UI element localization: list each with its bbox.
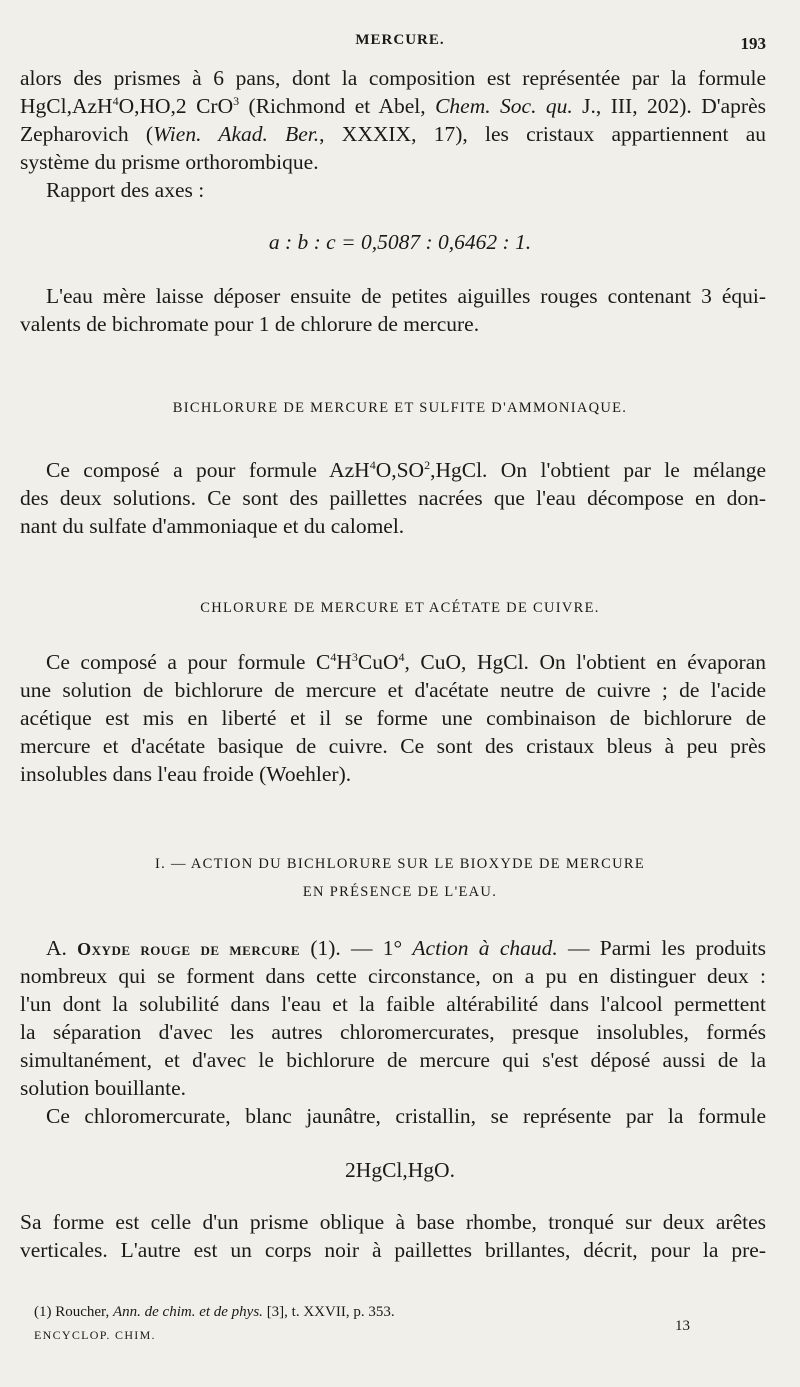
text-line: système du prisme orthorombique. bbox=[20, 150, 319, 174]
signature-mark: ENCYCLOP. CHIM. bbox=[34, 1328, 156, 1342]
text-line: une solution de bichlorure de mercure et d'acétate neutre de cuivre ; de l'acide bbox=[20, 678, 766, 702]
section-heading-2: EN PRÉSENCE DE L'EAU. bbox=[302, 884, 498, 900]
running-head: MERCURE. bbox=[355, 32, 445, 48]
axes-label: Rapport des axes : bbox=[46, 178, 205, 202]
text-line: valents de bichromate pour 1 de chlorure de mercure. bbox=[20, 312, 480, 336]
text-line: A. Oxyde rouge de mercure (1). — 1° Action à chaud. — Parmi les produits bbox=[46, 936, 767, 960]
text-line: Ce chloromercurate, blanc jaunâtre, cristallin, se représente par la formule bbox=[46, 1104, 766, 1128]
page-number: 193 bbox=[740, 34, 766, 53]
text-line: HgCl,AzH$^4$O,HO,2 CrO$^3$ (Richmond et Abel, Chem. Soc. qu. J., III, 202). D'après bbox=[20, 94, 766, 118]
text-line: l'un dont la solubilité dans l'eau et la faible altérabilité dans l'alcool permettent bbox=[20, 992, 766, 1016]
section-heading: I. — ACTION DU BICHLORURE SUR LE BIOXYDE DE MERCURE bbox=[154, 856, 646, 872]
axes-formula: a : b : c = 0,5087 : 0,6462 : 1. bbox=[268, 230, 532, 254]
sheet-number: 13 bbox=[675, 1318, 690, 1334]
text-line: L'eau mère laisse déposer ensuite de petites aiguilles rouges contenant 3 équi- bbox=[46, 284, 766, 308]
section-heading: BICHLORURE DE MERCURE ET SULFITE D'AMMONIAQUE. bbox=[172, 400, 628, 416]
text-line: simultanément, et d'avec le bichlorure de mercure qui s'est déposé aussi de la bbox=[20, 1048, 766, 1072]
text-line: des deux solutions. Ce sont des paillettes nacrées que l'eau décompose en don- bbox=[20, 486, 766, 510]
text-line: Ce composé a pour formule $C^4H^3CuO^4$, CuO, HgCl. On l'obtient en évaporan bbox=[46, 650, 766, 674]
text-line: la séparation d'avec les autres chloromercurates, presque insolubles, formés bbox=[20, 1020, 766, 1044]
section-heading: CHLORURE DE MERCURE ET ACÉTATE DE CUIVRE. bbox=[200, 600, 600, 616]
formula: 2HgCl,HgO. bbox=[345, 1158, 455, 1182]
text-line: nombreux qui se forment dans cette circonstance, on a pu en distinguer deux : bbox=[20, 964, 766, 988]
text-line: Zepharovich (Wien. Akad. Ber., XXXIX, 17), les cristaux appartiennent au bbox=[20, 122, 767, 146]
text-line: Ce composé a pour formule $AzH^4O,SO^2,HgCl$. On l'obtient par le mélange bbox=[46, 458, 766, 482]
text-line: insolubles dans l'eau froide (Woehler). bbox=[20, 762, 352, 786]
text-line: solution bouillante. bbox=[20, 1076, 187, 1100]
text-line: nant du sulfate d'ammoniaque et du calomel. bbox=[20, 514, 405, 538]
text-line: alors des prismes à 6 pans, dont la composition est représentée par la formule bbox=[20, 66, 766, 90]
text-line: Sa forme est celle d'un prisme oblique à base rhombe, tronqué sur deux arêtes bbox=[20, 1210, 766, 1234]
text-line: acétique est mis en liberté et il se forme une combinaison de bichlorure de bbox=[20, 706, 766, 730]
footnote: (1) Roucher, Ann. de chim. et de phys. [3], t. XXVII, p. 353. bbox=[34, 1304, 395, 1320]
text-line: mercure et d'acétate basique de cuivre. Ce sont des cristaux bleus à peu près bbox=[20, 734, 766, 758]
text-line: verticales. L'autre est un corps noir à paillettes brillantes, décrit, pour la pre- bbox=[20, 1238, 766, 1262]
